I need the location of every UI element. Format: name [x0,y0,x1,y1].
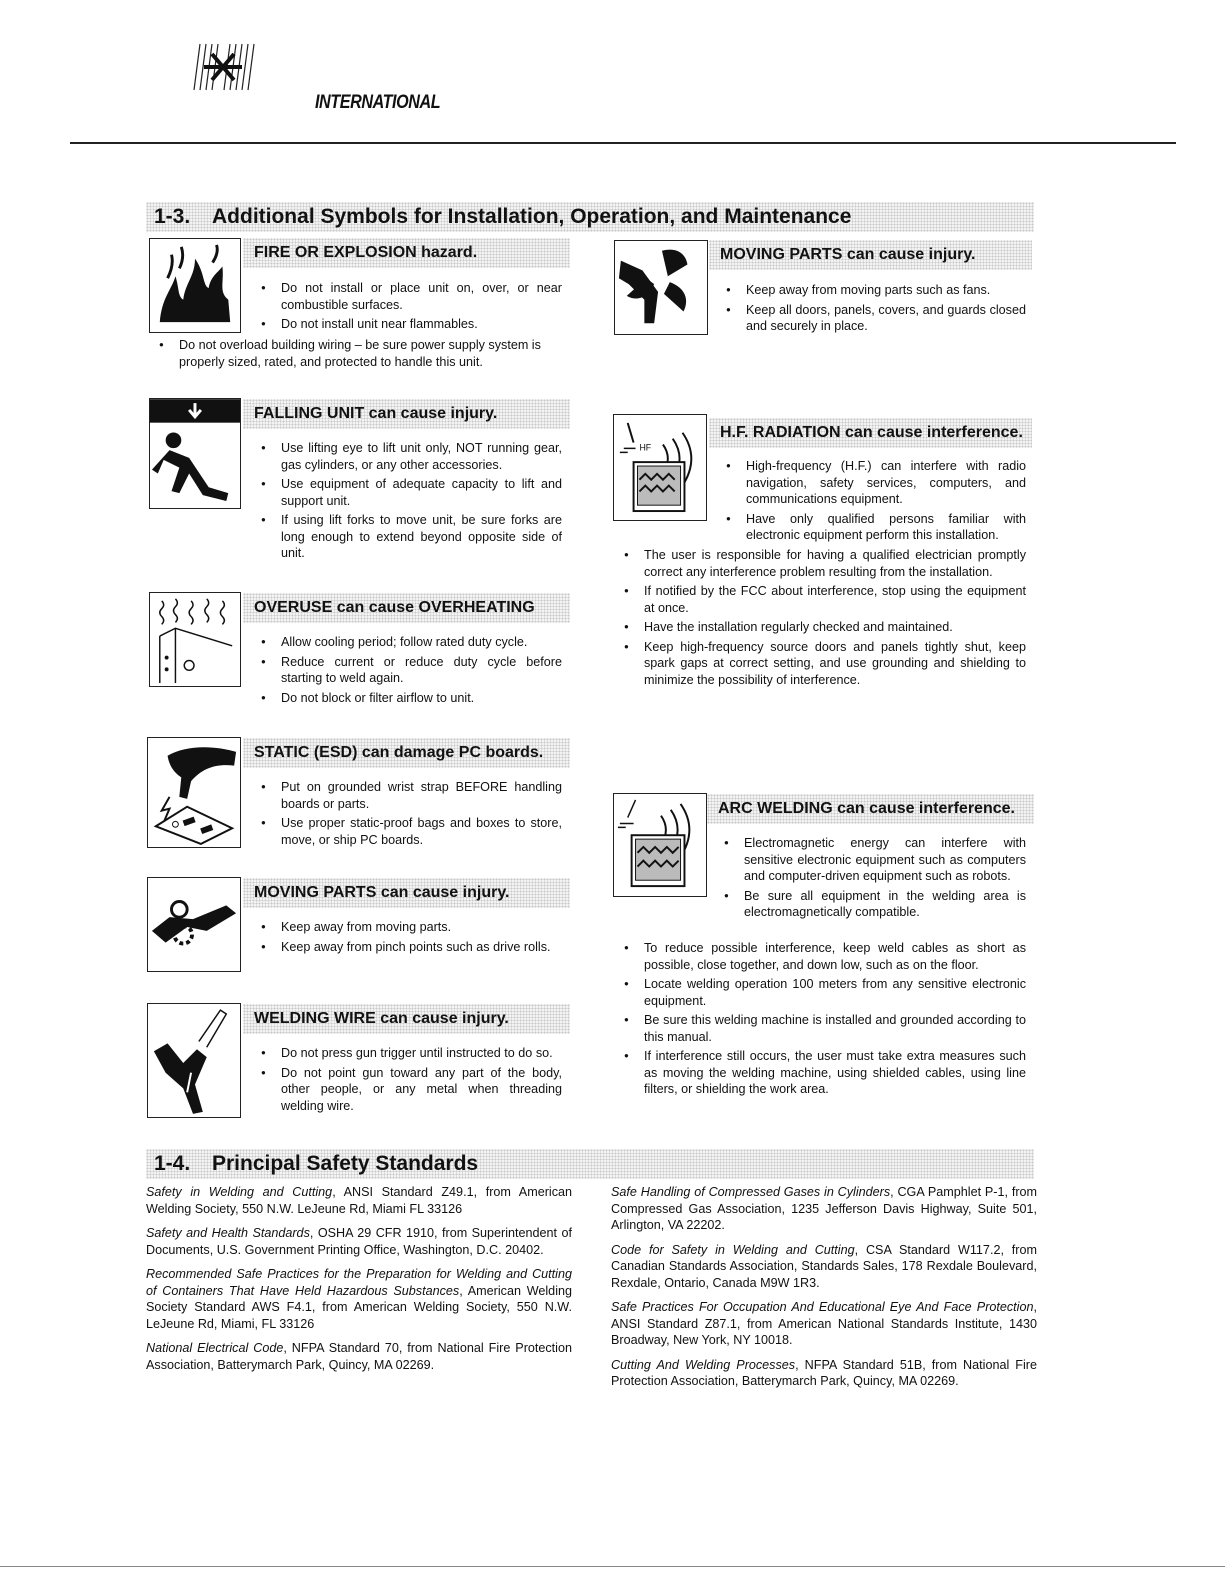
list-item: ● Do not overload building wiring – be sure power supply system is properly sized, rated, and protected to handle this unit. [157,337,567,370]
company-logo [190,42,256,92]
section-1-4-title [146,1149,1034,1179]
list-item: ● To reduce possible interference, keep weld cables as short as possible, close together, and down low, such as on the floor. [622,940,1026,973]
list-item: ● Allow cooling period; follow rated duty cycle. [259,634,562,651]
standard-title: Safe Handling of Compressed Gases in Cylinders [611,1185,891,1199]
list-item: ● If using lift forks to move unit, be sure forks are long enough to extend beyond opposite side of unit. [259,512,562,562]
moving-parts-left-list [259,919,562,958]
list-item: ● Use proper static-proof bags and boxes to store, move, or ship PC boards. [259,815,562,848]
list-item: ● Put on grounded wrist strap BEFORE handling boards or parts. [259,779,562,812]
overuse-title: OVERUSE can cause OVERHEATING [243,593,570,623]
standard-entry [146,1184,572,1217]
list-item: ● Keep away from moving parts such as fans. [724,282,1026,299]
welding-wire-title: WELDING WIRE can cause injury. [243,1004,570,1034]
static-esd-icon [147,737,241,848]
moving-parts-left-title: MOVING PARTS can cause injury. [243,878,570,908]
arc-welding-interference-icon [613,793,707,897]
standard-title: Safety and Health Standards [146,1226,310,1240]
list-item: ● Reduce current or reduce duty cycle before starting to weld again. [259,654,562,687]
hf-radiation-icon [613,414,707,521]
hf-radiation-list [724,458,1026,547]
static-esd-title: STATIC (ESD) can damage PC boards. [243,738,570,768]
arc-welding-list [722,835,1026,924]
standard-title: Safety in Welding and Cutting [146,1185,333,1199]
list-item: ● If interference still occurs, the user must take extra measures such as moving the welding machine, using shielded cables, using line filters, or shielding the work area. [622,1048,1026,1098]
standard-entry [611,1184,1037,1234]
section-number: 1-3. [154,205,191,228]
standard-entry [611,1357,1037,1390]
list-item: ● If notified by the FCC about interference, stop using the equipment at once. [622,583,1026,616]
list-item: ● Keep away from pinch points such as drive rolls. [259,939,562,956]
list-item: ● High-frequency (H.F.) can interfere with radio navigation, safety services, computers, and communications equipment. [724,458,1026,508]
overheating-icon [149,592,241,687]
section-title-text: Additional Symbols for Installation, Operation, and Maintenance [212,205,852,228]
standard-detail: , NFPA Standard 70, from National Fire Protection Association, Batterymarch Park, Quincy, MA 02269. [146,1341,572,1372]
section-title-text: Principal Safety Standards [212,1152,479,1175]
overuse-list [259,634,562,709]
standard-detail: , ANSI Standard Z49.1, from American Welding Society, 550 N.W. LeJeune Rd, Miami FL 33126 [146,1185,572,1216]
standard-title: Recommended Safe Practices for the Preparation for Welding and Cutting of Containers That Have Held Hazardous Substances [146,1267,572,1298]
arc-welding-extra-list [622,940,1026,1101]
section-1-3-title [146,202,1034,232]
standard-entry [146,1266,572,1332]
list-item: ● Do not press gun trigger until instructed to do so. [259,1045,562,1062]
fire-hazard-list [259,280,562,336]
standard-entry [146,1225,572,1258]
list-item: ● Have only qualified persons familiar with electronic equipment perform this installation. [724,511,1026,544]
standard-title: Cutting And Welding Processes [611,1357,796,1372]
standard-title: Safe Practices For Occupation And Educational Eye And Face Protection [611,1300,1034,1314]
hf-radiation-extra-list [622,547,1026,691]
standard-title: National Electrical Code [146,1341,284,1355]
list-item: ● Do not install or place unit on, over, or near combustible surfaces. [259,280,562,313]
welding-wire-list [259,1045,562,1117]
list-item: ● Keep away from moving parts. [259,919,562,936]
list-item: ● The user is responsible for having a qualified electrician promptly correct any interference problem resulting from the installation. [622,547,1026,580]
fire-icon [149,238,241,333]
header-rule [70,142,1176,144]
list-item: ● Keep all doors, panels, covers, and guards closed and securely in place. [724,302,1026,335]
list-item: ● Keep high-frequency source doors and panels tightly shut, keep spark gaps at correct setting, and use grounding and shielding to minimize the possibility of interference. [622,639,1026,689]
list-item: ● Be sure this welding machine is installed and grounded according to this manual. [622,1012,1026,1045]
static-esd-list [259,779,562,851]
standard-detail: , NFPA Standard 51B, from National Fire Protection Association, Batterymarch Park, Quincy, MA 02269. [611,1357,1037,1388]
standards-left-column [146,1184,572,1381]
standards-right-column [611,1184,1037,1398]
welding-wire-icon [147,1003,241,1118]
standard-detail: , ANSI Standard Z87.1, from American National Standards Institute, 1430 Broadway, New York, NY 10018. [611,1300,1037,1347]
list-item: ● Have the installation regularly checked and maintained. [622,619,1026,636]
fire-hazard-title: FIRE OR EXPLOSION hazard. [243,238,570,268]
section-number: 1-4. [154,1152,191,1175]
list-item: ● Do not install unit near flammables. [259,316,562,333]
list-item: ● Use equipment of adequate capacity to lift and support unit. [259,476,562,509]
hf-label: HF [639,442,652,453]
standard-detail: , CSA Standard W117.2, from Canadian Standards Association, Standards Sales, 178 Rexdale Boulevard, Rexdale, Ontario, Canada M9W 1R3. [611,1242,1037,1290]
standard-entry [611,1299,1037,1349]
standard-entry [146,1340,572,1373]
brand-name: INTERNATIONAL [315,92,441,113]
falling-unit-icon [149,398,241,509]
standard-entry [611,1242,1037,1292]
list-item: ● Do not block or filter airflow to unit. [259,690,562,707]
standard-detail: , OSHA 29 CFR 1910, from Superintendent of Documents, U.S. Government Printing Office, Washington, D.C. 20402. [146,1226,573,1257]
moving-parts-right-list [724,282,1026,338]
standard-title: Code for Safety in Welding and Cutting [611,1242,855,1257]
falling-unit-title: FALLING UNIT can cause injury. [243,399,570,429]
falling-unit-list [259,440,562,565]
fire-extra-list [157,337,567,373]
list-item: ● Be sure all equipment in the welding area is electromagnetically compatible. [722,888,1026,921]
standard-detail: , CGA Pamphlet P-1, from Compressed Gas Association, 1235 Jefferson Davis Highway, Suite 501, Arlington, VA 22202. [611,1185,1038,1232]
footer-rule [0,1566,1225,1567]
list-item: ● Use lifting eye to lift unit only, NOT running gear, gas cylinders, or any other accessories. [259,440,562,473]
moving-parts-gears-icon [147,877,241,972]
hf-radiation-title: H.F. RADIATION can cause interference. [709,418,1032,448]
moving-parts-right-title: MOVING PARTS can cause injury. [709,240,1032,270]
arc-welding-title: ARC WELDING can cause interference. [707,794,1034,824]
list-item: ● Electromagnetic energy can interfere with sensitive electronic equipment such as computers and computer-driven equipment such as robots. [722,835,1026,885]
list-item: ● Do not point gun toward any part of the body, other people, or any metal when threading welding wire. [259,1065,562,1115]
moving-parts-fan-icon [614,240,708,335]
standard-detail: , American Welding Society Standard AWS F4.1, from American Welding Society, 550 N.W. LeJeune Rd, Miami, FL 33126 [146,1283,572,1331]
list-item: ● Locate welding operation 100 meters from any sensitive electronic equipment. [622,976,1026,1009]
